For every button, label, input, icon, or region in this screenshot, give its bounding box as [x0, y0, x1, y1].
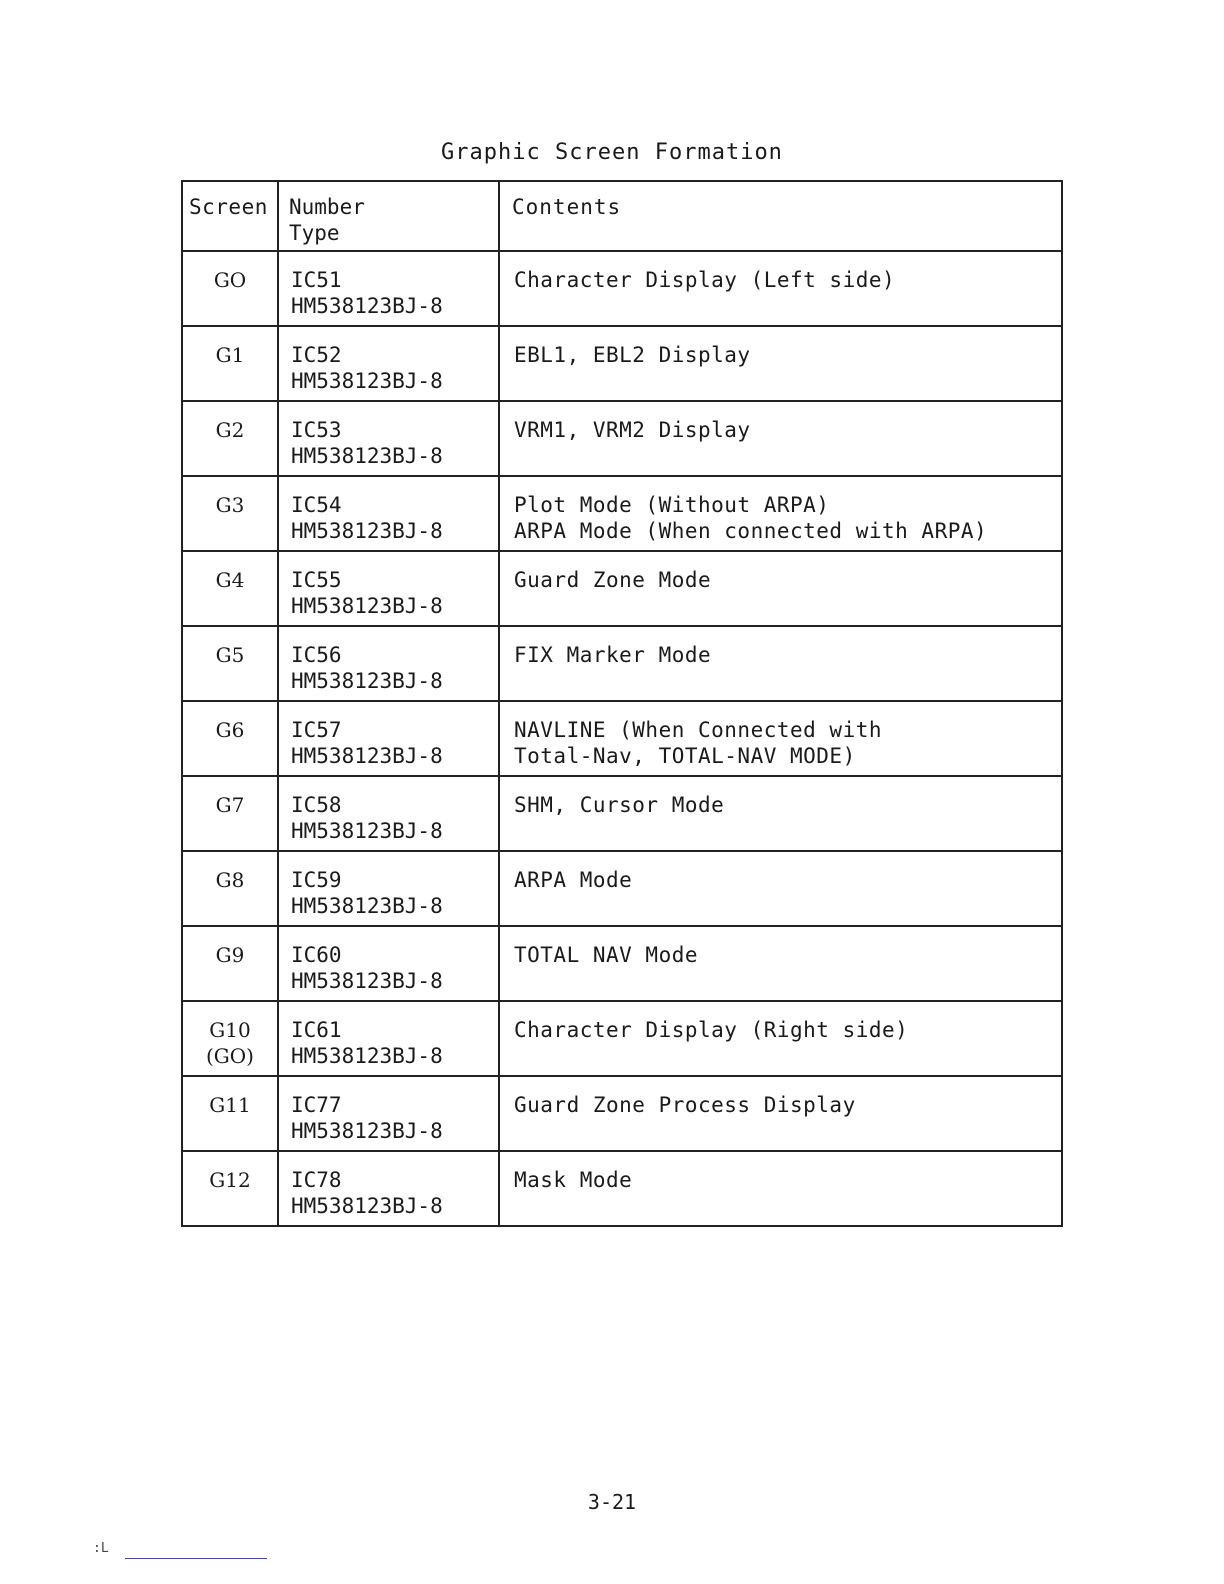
screen-cell [182, 626, 278, 701]
screen-id: G4 [215, 568, 245, 592]
number-type-cell [278, 251, 499, 326]
chip-type: HM538123BJ-8 [291, 444, 443, 468]
number-type-cell [278, 1001, 499, 1076]
ic-number: IC77 [291, 1093, 342, 1117]
ic-number: IC57 [291, 718, 342, 742]
number-type-cell [278, 626, 499, 701]
screen-cell [182, 401, 278, 476]
ic-number: IC54 [291, 493, 342, 517]
screen-cell [182, 1076, 278, 1151]
ic-number: IC59 [291, 868, 342, 892]
screen-cell [182, 1151, 278, 1226]
number-type-cell [278, 401, 499, 476]
screen-cell [182, 551, 278, 626]
table-row [182, 701, 1062, 776]
table-row [182, 851, 1062, 926]
chip-type: HM538123BJ-8 [291, 1119, 443, 1143]
table-header-row [182, 181, 1062, 251]
contents-cell [499, 776, 1062, 851]
contents-cell [499, 851, 1062, 926]
chip-type: HM538123BJ-8 [291, 669, 443, 693]
contents-cell [499, 1001, 1062, 1076]
contents-cell [499, 1076, 1062, 1151]
contents-cell [499, 251, 1062, 326]
chip-type: HM538123BJ-8 [291, 294, 443, 318]
header-contents-label: Contents [512, 195, 622, 219]
header-number-type [278, 181, 499, 251]
contents-cell [499, 1151, 1062, 1226]
header-screen [182, 181, 278, 251]
screen-id: (GO) [206, 1044, 254, 1068]
contents-text: Guard Zone Process Display [514, 1093, 856, 1117]
table-row [182, 476, 1062, 551]
screen-formation-table-container [181, 180, 1061, 1227]
contents-cell [499, 476, 1062, 551]
header-type-label: Type [289, 221, 340, 245]
ic-number: IC56 [291, 643, 342, 667]
table-row [182, 326, 1062, 401]
screen-id: G7 [215, 793, 245, 817]
screen-id: G9 [215, 943, 245, 967]
number-type-cell [278, 1151, 499, 1226]
chip-type: HM538123BJ-8 [291, 369, 443, 393]
screen-id: G11 [209, 1093, 251, 1117]
chip-type: HM538123BJ-8 [291, 744, 443, 768]
footer-underline [125, 1558, 267, 1559]
page-number: 3-21 [587, 1490, 637, 1514]
contents-cell [499, 326, 1062, 401]
screen-id: G10 [209, 1018, 251, 1042]
screen-cell [182, 1001, 278, 1076]
screen-cell [182, 476, 278, 551]
number-type-cell [278, 926, 499, 1001]
contents-text: Character Display (Right side) [514, 1018, 909, 1042]
ic-number: IC52 [291, 343, 342, 367]
contents-text: Character Display (Left side) [514, 268, 896, 292]
contents-text: Mask Mode [514, 1168, 633, 1192]
chip-type: HM538123BJ-8 [291, 894, 443, 918]
screen-id: G2 [215, 418, 245, 442]
table-body [182, 251, 1062, 1226]
screen-id: G1 [215, 343, 245, 367]
screen-id: G3 [215, 493, 245, 517]
contents-cell [499, 626, 1062, 701]
table-row [182, 1151, 1062, 1226]
screen-cell [182, 851, 278, 926]
number-type-cell [278, 776, 499, 851]
screen-id: G8 [215, 868, 245, 892]
contents-text: NAVLINE (When Connected with [514, 718, 883, 742]
contents-text: Guard Zone Mode [514, 568, 712, 592]
contents-text: EBL1, EBL2 Display [514, 343, 751, 367]
contents-text: TOTAL NAV Mode [514, 943, 699, 967]
ic-number: IC61 [291, 1018, 342, 1042]
contents-cell [499, 701, 1062, 776]
ic-number: IC55 [291, 568, 342, 592]
screen-cell [182, 701, 278, 776]
header-screen-label: Screen [189, 195, 268, 219]
ic-number: IC53 [291, 418, 342, 442]
table-row [182, 1001, 1062, 1076]
table-row [182, 626, 1062, 701]
document-title: Graphic Screen Formation [441, 140, 783, 165]
table-row [182, 776, 1062, 851]
contents-text: SHM, Cursor Mode [514, 793, 725, 817]
contents-text: Total-Nav, TOTAL-NAV MODE) [514, 744, 856, 768]
chip-type: HM538123BJ-8 [291, 594, 443, 618]
contents-text: FIX Marker Mode [514, 643, 712, 667]
chip-type: HM538123BJ-8 [291, 1044, 443, 1068]
contents-text: Plot Mode (Without ARPA) [514, 493, 830, 517]
screen-cell [182, 776, 278, 851]
table-row [182, 401, 1062, 476]
number-type-cell [278, 851, 499, 926]
header-contents [499, 181, 1062, 251]
footer-mark: :L [93, 1541, 109, 1556]
contents-cell [499, 551, 1062, 626]
number-type-cell [278, 551, 499, 626]
contents-cell [499, 401, 1062, 476]
number-type-cell [278, 1076, 499, 1151]
table-row [182, 251, 1062, 326]
table-row [182, 551, 1062, 626]
chip-type: HM538123BJ-8 [291, 519, 443, 543]
chip-type: HM538123BJ-8 [291, 969, 443, 993]
number-type-cell [278, 476, 499, 551]
ic-number: IC78 [291, 1168, 342, 1192]
contents-cell [499, 926, 1062, 1001]
contents-text: ARPA Mode [514, 868, 633, 892]
ic-number: IC60 [291, 943, 342, 967]
table-row [182, 1076, 1062, 1151]
table-row [182, 926, 1062, 1001]
screen-id: GO [213, 268, 247, 292]
screen-id: G5 [215, 643, 245, 667]
contents-text: ARPA Mode (When connected with ARPA) [514, 519, 988, 543]
contents-text: VRM1, VRM2 Display [514, 418, 751, 442]
screen-formation-table [181, 180, 1063, 1227]
screen-cell [182, 326, 278, 401]
ic-number: IC58 [291, 793, 342, 817]
screen-cell [182, 926, 278, 1001]
number-type-cell [278, 326, 499, 401]
screen-cell [182, 251, 278, 326]
chip-type: HM538123BJ-8 [291, 819, 443, 843]
screen-id: G6 [215, 718, 245, 742]
ic-number: IC51 [291, 268, 342, 292]
number-type-cell [278, 701, 499, 776]
chip-type: HM538123BJ-8 [291, 1194, 443, 1218]
header-number-label: Number [289, 195, 365, 219]
screen-id: G12 [209, 1168, 251, 1192]
